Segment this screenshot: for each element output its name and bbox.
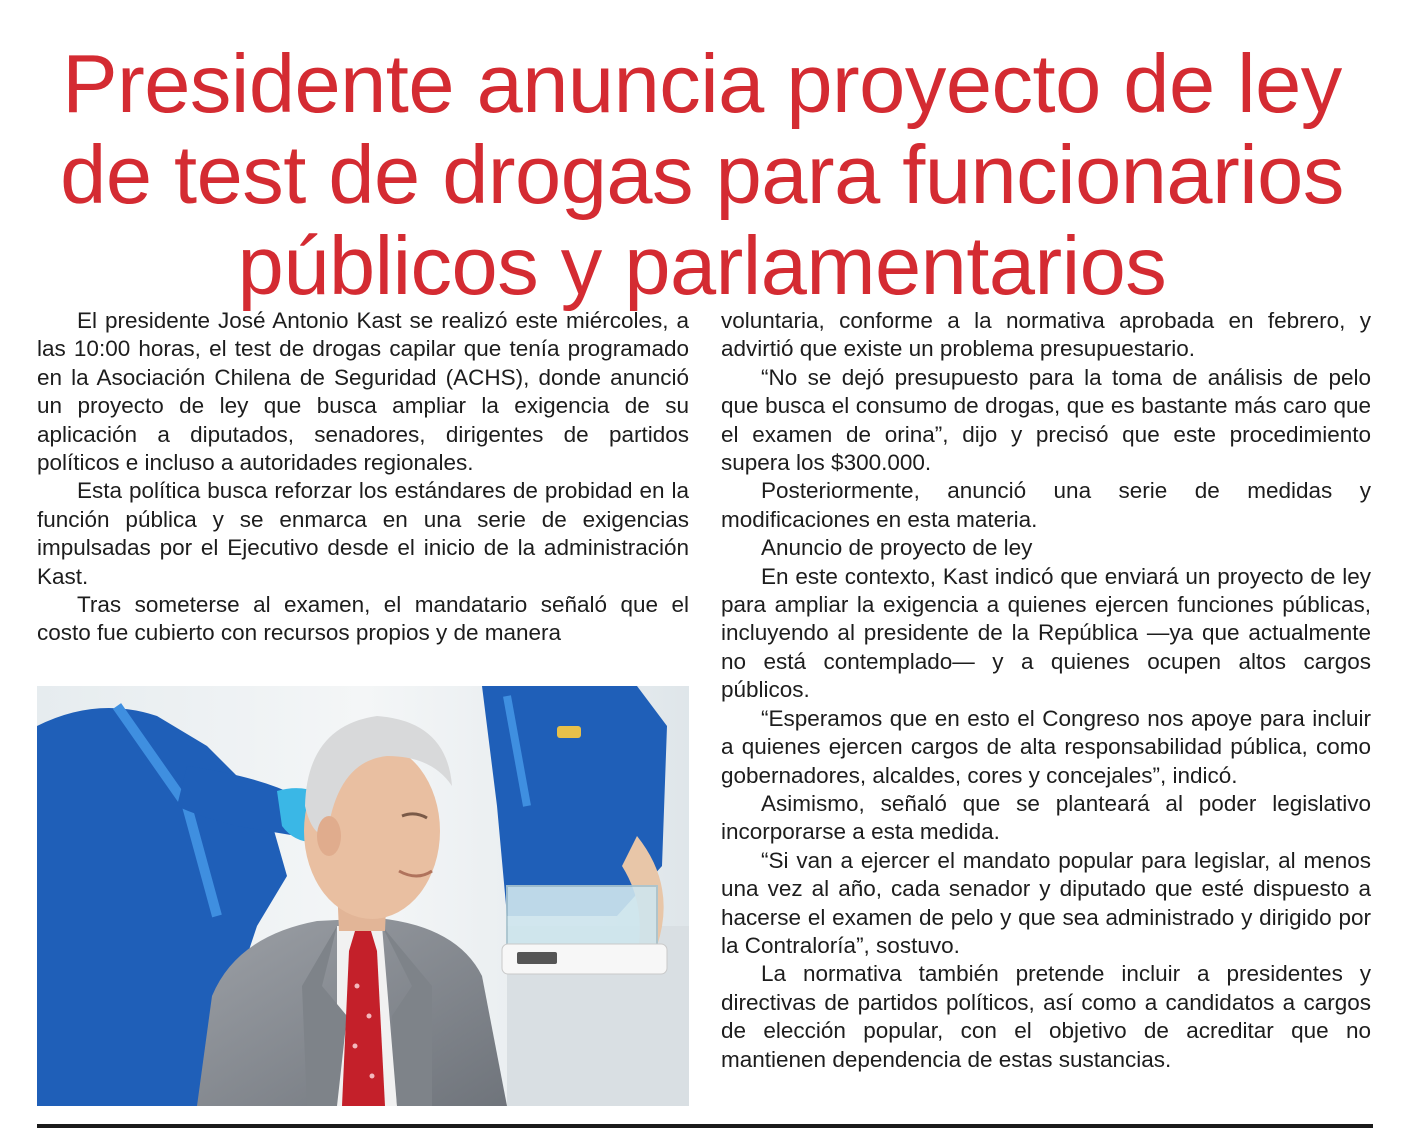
paragraph: “No se dejó presupuesto para la toma de análisis de pelo que busca el consumo de drogas, que es bastante más caro que el examen de orina”, dijo y precisó que este procedimiento supera los $300.000. — [721, 364, 1371, 476]
paragraph: “Si van a ejercer el mandato popular para legislar, al menos una vez al año, cada senador y diputado que esté dispuesto a hacerse el examen de pelo y que sea administrado y dirigido por la Contraloría”, sostuvo. — [721, 847, 1371, 958]
headline-line-3: públicos y parlamentarios — [237, 219, 1167, 312]
paragraph: El presidente José Antonio Kast se realizó este miércoles, a las 10:00 horas, el test de drogas capilar que tenía programado en la Asociación Chilena de Seguridad (ACHS), donde anunció un proyecto de ley que busca ampliar la exigencia de su aplicación a diputados, senadores, dirigentes de partidos políticos e incluso a autoridades regionales. — [37, 308, 689, 476]
headline — [30, 38, 1374, 311]
paragraph: En este contexto, Kast indicó que enviará un proyecto de ley para ampliar la exigencia a quienes ejercen funciones públicas, incluyendo al presidente de la República —ya que actualmente no está contemplado— y a quienes ocupen altos cargos públicos. — [721, 563, 1371, 703]
paragraph: voluntaria, conforme a la normativa aprobada en febrero, y advirtió que existe un problema presupuestario. — [721, 308, 1371, 362]
subheading: Anuncio de proyecto de ley — [761, 535, 1033, 561]
article-photo — [37, 686, 689, 1106]
headline-line-2: de test de drogas para funcionarios — [60, 128, 1344, 221]
bottom-rule — [37, 1124, 1373, 1128]
headline-line-1: Presidente anuncia proyecto de ley — [62, 37, 1342, 130]
paragraph: Esta política busca reforzar los estándares de probidad en la función pública y se enmarca en una serie de exigencias impulsadas por el Ejecutivo desde el inicio de la administración Kast. — [37, 478, 689, 589]
paragraph: Tras someterse al examen, el mandatario señaló que el costo fue cubierto con recursos propios y de manera — [37, 592, 689, 646]
paragraph: “Esperamos que en esto el Congreso nos apoye para incluir a quienes ejercen cargos de alta responsabilidad pública, como gobernadores, alcaldes, cores y concejales”, indicó. — [721, 705, 1371, 788]
paragraph: La normativa también pretende incluir a presidentes y directivas de partidos políticos, así como a candidatos a cargos de elección popular, con el objetivo de acreditar que no mantienen dependencia de estas sustancias. — [721, 961, 1371, 1072]
paragraph: Posteriormente, anunció una serie de medidas y modificaciones en esta materia. — [721, 478, 1371, 532]
article-left-column — [37, 307, 689, 648]
article-right-column — [721, 307, 1371, 1074]
photo-illustration — [37, 686, 689, 1106]
paragraph: Asimismo, señaló que se planteará al poder legislativo incorporarse a esta medida. — [721, 790, 1371, 845]
